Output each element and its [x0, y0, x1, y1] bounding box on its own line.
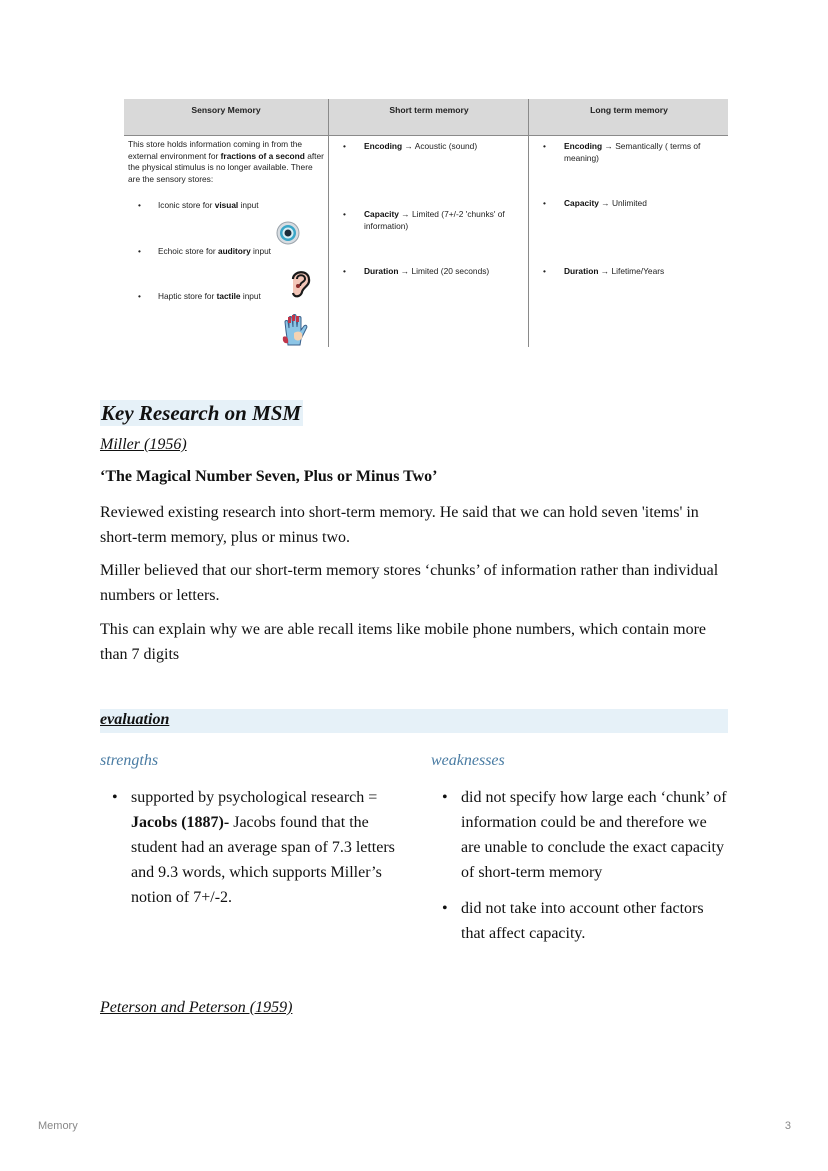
column-header-short-term: Short term memory — [389, 105, 469, 115]
sensory-item-echoic: • Echoic store for auditory input — [138, 246, 271, 256]
stm-capacity: • Capacity → Limited (7+/-2 'chunks' of information) — [343, 209, 505, 231]
evaluation-heading: evaluation — [100, 711, 170, 728]
eye-icon — [276, 221, 300, 245]
ltm-capacity: • Capacity → Unlimited — [543, 198, 647, 208]
ltm-duration: • Duration → Lifetime/Years — [543, 266, 665, 276]
weaknesses-heading: weaknesses — [431, 752, 505, 769]
weakness-item: • did not specify how large each ‘chunk’ of information could be and therefore we are unable to conclude the exact capacity of short-term memory — [442, 789, 727, 881]
study-quote-title: ‘The Magical Number Seven, Plus or Minus Two’ — [100, 468, 438, 485]
footer-page-number: 3 — [784, 1120, 791, 1132]
paragraph-3: This can explain why we are able recall items like mobile phone numbers, which contain more than 7 digits — [100, 621, 707, 663]
strength-item: • supported by psychological research = Jacobs (1887)- Jacobs found that the student had an average span of 7.3 letters and 9.3 words, which supports Miller’s notion of 7+/-2. — [112, 789, 395, 906]
sensory-intro: This store holds information coming in from the external environment for fractions of a second after the physical stimulus is no longer available. There are the sensory stores: — [128, 139, 324, 184]
long-term-memory-column — [528, 99, 729, 347]
section-heading-key-research: Key Research on MSM — [101, 401, 302, 425]
evaluation-heading-band — [100, 709, 728, 733]
memory-stores-table — [124, 99, 728, 347]
footer-document-title: Memory — [38, 1120, 78, 1132]
stm-encoding: • Encoding → Acoustic (sound) — [343, 141, 478, 151]
strengths-list — [100, 785, 400, 910]
short-term-memory-column — [328, 99, 529, 347]
ear-icon — [288, 267, 312, 299]
study-heading-miller: Miller (1956) — [100, 436, 187, 453]
column-header-sensory: Sensory Memory — [191, 105, 261, 115]
sensory-item-haptic: • Haptic store for tactile input — [138, 291, 261, 301]
hand-icon — [280, 313, 310, 347]
weaknesses-list — [430, 785, 728, 946]
paragraph-2: Miller believed that our short-term memory stores ‘chunks’ of information rather than individual numbers or letters. — [100, 562, 719, 604]
stm-duration: • Duration → Limited (20 seconds) — [343, 266, 490, 276]
sensory-memory-column — [124, 99, 328, 347]
column-header-long-term: Long term memory — [590, 105, 668, 115]
ltm-encoding: • Encoding → Semantically ( terms of meaning) — [543, 141, 701, 163]
study-heading-peterson: Peterson and Peterson (1959) — [100, 999, 293, 1016]
weakness-item: • did not take into account other factors that affect capacity. — [442, 900, 704, 942]
sensory-item-iconic: • Iconic store for visual input — [138, 200, 259, 210]
paragraph-1: Reviewed existing research into short-term memory. He said that we can hold seven 'items' in short-term memory, plus or minus two. — [100, 504, 699, 546]
strengths-heading: strengths — [100, 752, 159, 769]
